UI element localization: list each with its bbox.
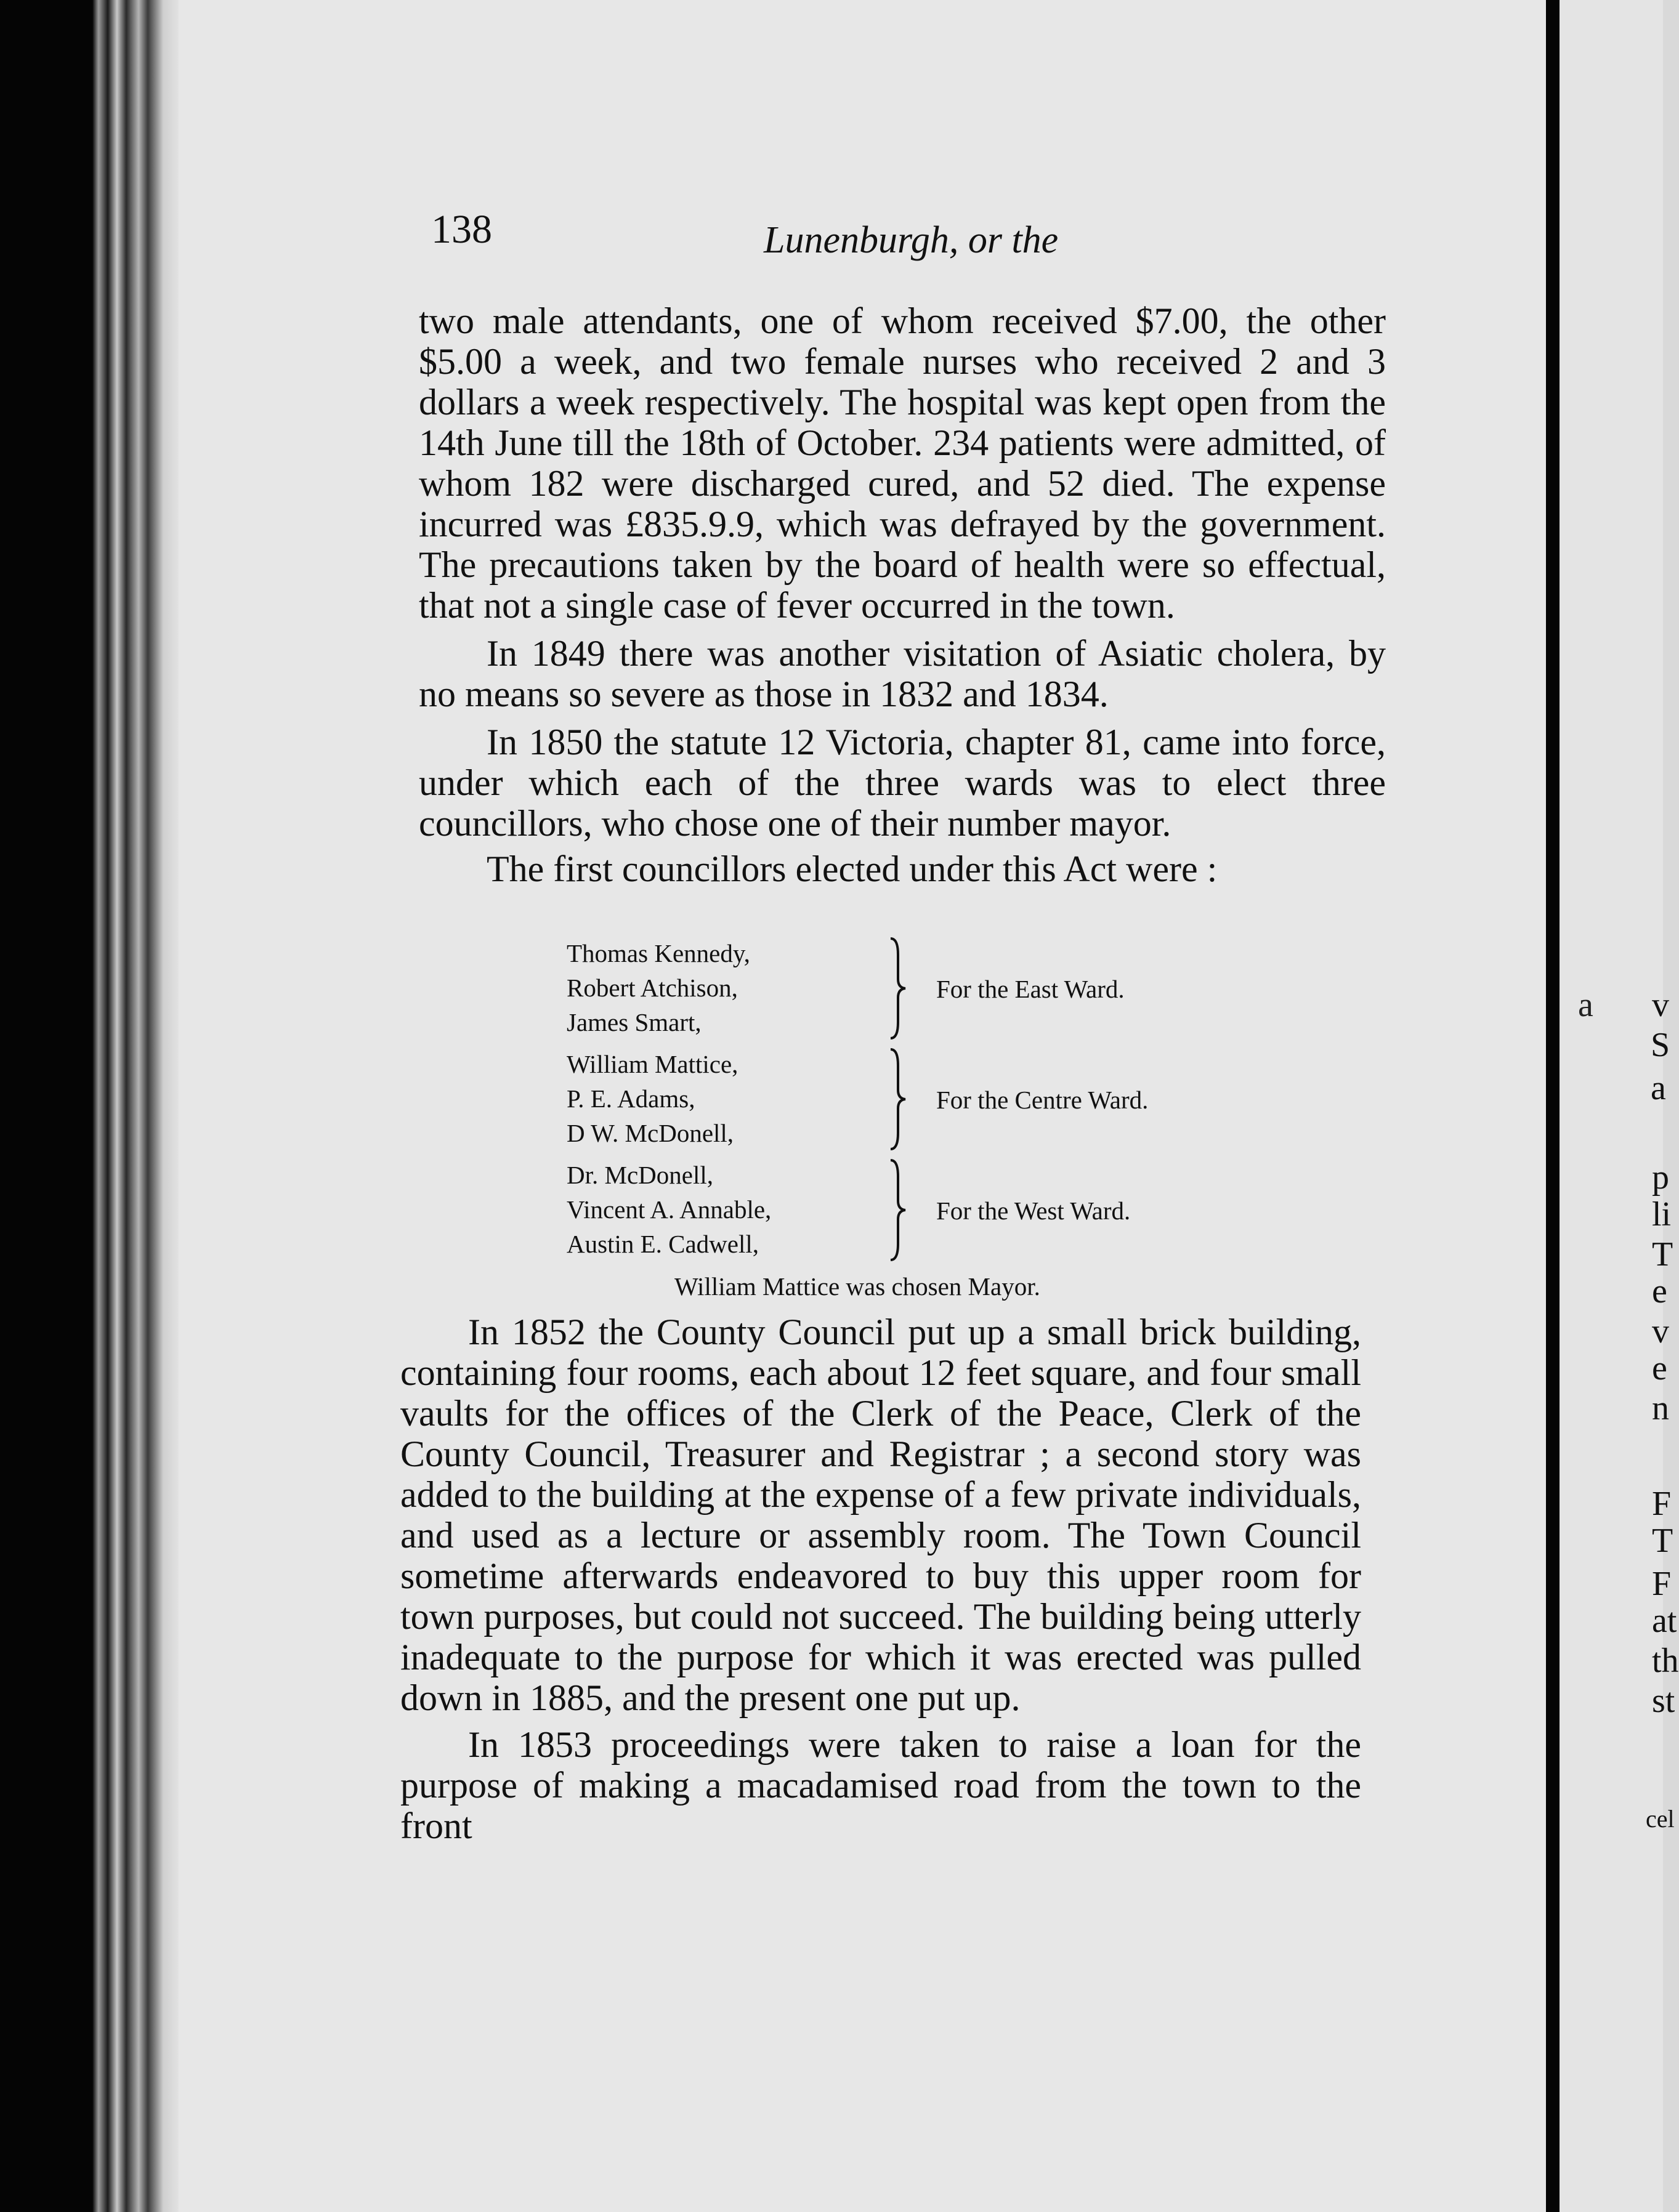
page-number: 138 xyxy=(431,207,492,252)
ward-group-centre xyxy=(567,1047,1306,1155)
councillor-name: Austin E. Cadwell, xyxy=(567,1230,759,1258)
book-binding-shadow xyxy=(0,0,179,2212)
facing-page-fragment: v xyxy=(1652,1312,1669,1350)
paragraph-1850: In 1850 the statute 12 Victoria, chapter 81, came into force, under which each of the three wards was to elect three councillors, who chose one of their number mayor. xyxy=(419,722,1386,844)
facing-page-fragment: T xyxy=(1652,1522,1673,1560)
councillor-name: Thomas Kennedy, xyxy=(567,939,750,967)
ward-names xyxy=(567,936,825,1039)
facing-page-fragment: F xyxy=(1652,1565,1672,1603)
facing-page-fragment: a xyxy=(1651,1069,1666,1107)
facing-page-edge xyxy=(1560,0,1663,2212)
councillor-name: Vincent A. Annable, xyxy=(567,1195,772,1224)
facing-page-fragment: at xyxy=(1652,1602,1677,1640)
ward-label: For the Centre Ward. xyxy=(936,1086,1149,1114)
facing-page-fragment: T xyxy=(1652,1235,1673,1274)
paragraph-1849: In 1849 there was another visitation of Asiatic cholera, by no means so severe as those in 1832 and 1834. xyxy=(419,633,1386,714)
ward-label: For the West Ward. xyxy=(936,1197,1131,1225)
facing-page-fragment: v xyxy=(1652,986,1669,1024)
councillor-name: William Mattice, xyxy=(567,1050,738,1078)
page-header xyxy=(431,206,1392,268)
ward-names xyxy=(567,1158,825,1261)
page-gutter xyxy=(1546,0,1560,2212)
ward-group-west xyxy=(567,1158,1306,1265)
councillor-name: P. E. Adams, xyxy=(567,1084,695,1113)
brace-icon xyxy=(887,1047,912,1152)
facing-page-fragment: a xyxy=(1578,986,1593,1024)
body-text-top xyxy=(419,301,1386,889)
facing-page-fragment: li xyxy=(1652,1195,1672,1233)
councillors-list xyxy=(567,936,1306,1262)
facing-page-fragment: n xyxy=(1652,1389,1669,1427)
facing-page-fragment: e xyxy=(1652,1349,1667,1387)
paragraph-1852: In 1852 the County Council put up a small brick building, containing four rooms, each about 12 feet square, and four small vaults for the offices of the Clerk of the Peace, Clerk of the County Council, Treasurer and Registrar ; a second story was added to the building at the expense of a few private individuals, and used as a lecture or assembly room. The Town Council sometime afterwards endeavored to buy this upper room for town purposes, but could not succeed. The building being utterly inadequate to the purpose for which it was erected was pulled down in 1885, and the present one put up. xyxy=(400,1312,1361,1718)
paragraph-councillors-intro: The first councillors elected under this Act were : xyxy=(487,849,1218,889)
facing-page-fragment: p xyxy=(1652,1158,1669,1197)
body-text-bottom xyxy=(400,1312,1361,1846)
councillor-name: James Smart, xyxy=(567,1008,702,1036)
mayor-line: William Mattice was chosen Mayor. xyxy=(674,1272,1040,1301)
councillor-name: Robert Atchison, xyxy=(567,974,738,1002)
facing-page-fragment: F xyxy=(1652,1485,1672,1523)
ward-label: For the East Ward. xyxy=(936,975,1125,1003)
ward-group-east xyxy=(567,936,1306,1044)
ward-names xyxy=(567,1047,825,1150)
brace-icon xyxy=(887,936,912,1041)
facing-page-fragment: S xyxy=(1651,1026,1670,1064)
councillor-name: D W. McDonell, xyxy=(567,1119,734,1147)
facing-page-fragment: cel xyxy=(1646,1805,1675,1833)
facing-page-fragment: st xyxy=(1652,1682,1675,1720)
paragraph-hospital: two male attendants, one of whom received $7.00, the other $5.00 a week, and two female nurses who received 2 and 3 dollars a week respectively. The hospital was kept open from the 14th June till the 18th of October. 234 patients were admitted, of whom 182 were discharged cured, and 52 died. The expense incurred was £835.9.9, which was defrayed by the government. The precautions taken by the board of health were so effectual, that not a single case of fever occurred in the town. xyxy=(419,301,1386,626)
councillor-name: Dr. McDonell, xyxy=(567,1161,713,1189)
brace-icon xyxy=(887,1158,912,1262)
facing-page-fragment: e xyxy=(1652,1272,1667,1310)
running-title: Lunenburgh, or the xyxy=(764,219,1059,261)
facing-page-fragment: th xyxy=(1652,1642,1679,1680)
paragraph-1853: In 1853 proceedings were taken to raise a loan for the purpose of making a macadamised road from the town to the front xyxy=(400,1724,1361,1846)
